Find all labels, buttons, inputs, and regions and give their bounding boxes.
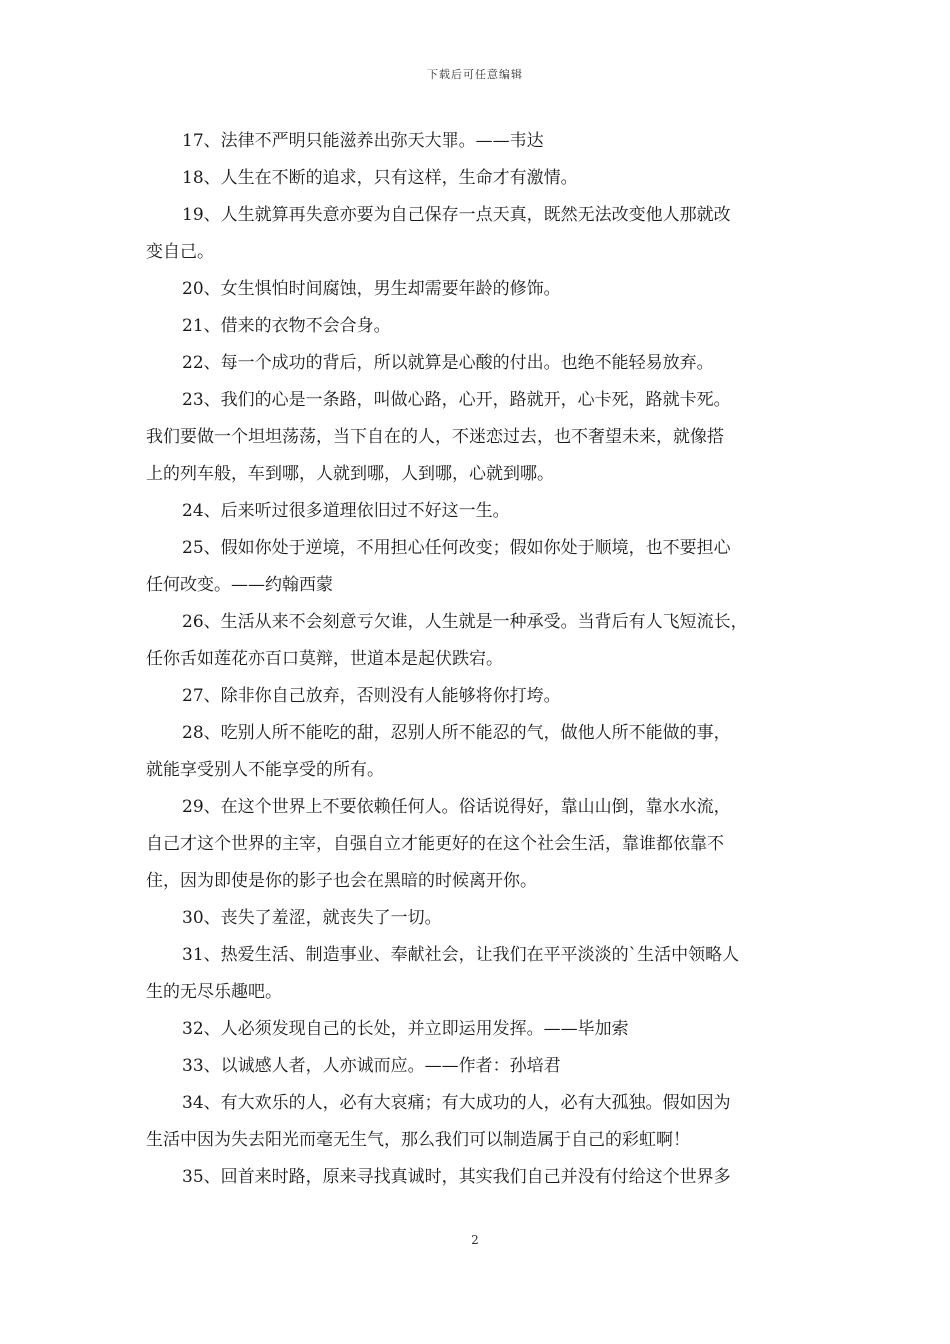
quote-paragraph xyxy=(146,530,810,604)
page-number: 2 xyxy=(471,1233,479,1247)
paragraph-line: 27、除非你自己放弃，否则没有人能够将你打垮。 xyxy=(182,686,561,706)
paragraph-line: 17、法律不严明只能滋养出弥天大罪。——韦达 xyxy=(182,131,544,151)
paragraph-line: 任你舌如莲花亦百口莫辩，世道本是起伏跌宕。 xyxy=(146,649,503,669)
quote-paragraph xyxy=(146,197,810,271)
quote-paragraph xyxy=(146,604,810,678)
quote-paragraph xyxy=(146,493,810,530)
paragraph-line: 32、人必须发现自己的长处，并立即运用发挥。——毕加索 xyxy=(182,1019,629,1039)
paragraph-line: 25、假如你处于逆境，不用担心任何改变；假如你处于顺境，也不要担心 xyxy=(182,538,731,558)
paragraph-line: 自己才这个世界的主宰，自强自立才能更好的在这个社会生活，靠谁都依靠不 xyxy=(146,834,724,854)
paragraph-line: 18、人生在不断的追求，只有这样，生命才有激情。 xyxy=(182,168,578,188)
paragraph-line: 33、以诚感人者，人亦诚而应。——作者：孙培君 xyxy=(182,1056,561,1076)
quote-paragraph xyxy=(146,382,810,493)
paragraph-line: 29、在这个世界上不要依赖任何人。俗话说得好，靠山山倒，靠水水流， xyxy=(182,797,731,817)
quote-paragraph xyxy=(146,1085,810,1159)
paragraph-line: 35、回首来时路，原来寻找真诚时，其实我们自己并没有付给这个世界多 xyxy=(182,1167,731,1187)
paragraph-line: 生的无尽乐趣吧。 xyxy=(146,982,282,1002)
paragraph-line: 34、有大欢乐的人，必有大哀痛；有大成功的人，必有大孤独。假如因为 xyxy=(182,1093,731,1113)
quote-paragraph xyxy=(146,160,810,197)
paragraph-line: 上的列车般，车到哪，人就到哪，人到哪，心就到哪。 xyxy=(146,464,554,484)
paragraph-line: 20、女生惧怕时间腐蚀，男生却需要年龄的修饰。 xyxy=(182,279,561,299)
quote-paragraph xyxy=(146,1048,810,1085)
paragraph-line: 26、生活从来不会刻意亏欠谁，人生就是一种承受。当背后有人飞短流长， xyxy=(182,612,748,632)
quote-paragraph xyxy=(146,308,810,345)
paragraph-line: 28、吃别人所不能吃的甜，忍别人所不能忍的气，做他人所不能做的事， xyxy=(182,723,731,743)
paragraph-line: 住，因为即使是你的影子也会在黑暗的时候离开你。 xyxy=(146,871,537,891)
quote-paragraph xyxy=(146,345,810,382)
quote-paragraph xyxy=(146,123,810,160)
paragraph-line: 我们要做一个坦坦荡荡，当下自在的人，不迷恋过去，也不奢望未来，就像搭 xyxy=(146,427,724,447)
paragraph-line: 24、后来听过很多道理依旧过不好这一生。 xyxy=(182,501,510,521)
paragraph-line: 23、我们的心是一条路，叫做心路，心开，路就开，心卡死，路就卡死。 xyxy=(182,390,731,410)
paragraph-line: 30、丧失了羞涩，就丧失了一切。 xyxy=(182,908,442,928)
paragraph-line: 变自己。 xyxy=(146,242,214,262)
document-body xyxy=(146,123,810,1196)
quote-paragraph xyxy=(146,715,810,789)
paragraph-line: 就能享受别人不能享受的所有。 xyxy=(146,760,384,780)
paragraph-line: 21、借来的衣物不会合身。 xyxy=(182,316,391,336)
quote-paragraph xyxy=(146,937,810,1011)
paragraph-line: 19、人生就算再失意亦要为自己保存一点天真，既然无法改变他人那就改 xyxy=(182,205,731,225)
quote-paragraph xyxy=(146,271,810,308)
quote-paragraph xyxy=(146,789,810,900)
paragraph-line: 生活中因为失去阳光而毫无生气，那么我们可以制造属于自己的彩虹啊！ xyxy=(146,1130,690,1150)
quote-paragraph xyxy=(146,1011,810,1048)
quote-paragraph xyxy=(146,678,810,715)
paragraph-line: 任何改变。——约翰西蒙 xyxy=(146,575,333,595)
quote-paragraph xyxy=(146,900,810,937)
page-header-note: 下载后可任意编辑 xyxy=(427,68,523,81)
quote-paragraph xyxy=(146,1159,810,1196)
paragraph-line: 31、热爱生活、制造事业、奉献社会，让我们在平平淡淡的`生活中领略人 xyxy=(182,945,740,965)
paragraph-line: 22、每一个成功的背后，所以就算是心酸的付出。也绝不能轻易放弃。 xyxy=(182,353,714,373)
